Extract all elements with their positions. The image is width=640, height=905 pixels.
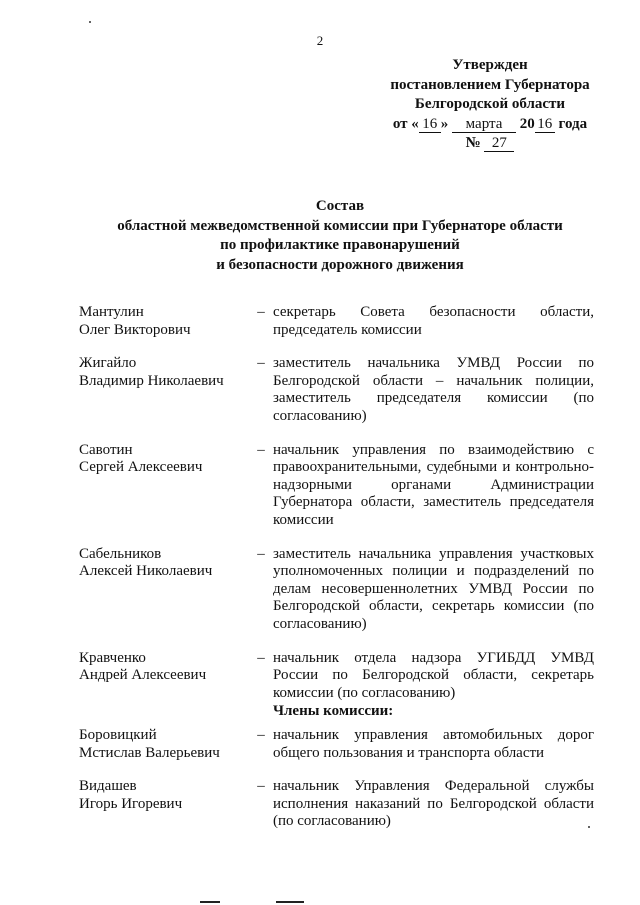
- member-surname: Мантулин: [79, 304, 144, 320]
- member-role: заместитель начальника управления участковых уполномоченных полиции и подразделений по делам несовершеннолетних УМВД России по Белгородской области, секретарь комиссии (по согласованию): [273, 545, 594, 632]
- date-year-prefix: 20: [519, 115, 535, 132]
- scan-speck: [588, 826, 590, 828]
- member-surname: Жигайло: [79, 355, 137, 372]
- member-name: [79, 355, 249, 425]
- scan-artifact-line: [276, 901, 304, 903]
- list-item: [79, 727, 594, 762]
- date-prefix: от «: [392, 115, 419, 132]
- page-number: 2: [316, 33, 324, 48]
- member-role: заместитель начальника УМВД России по Белгородской области – начальник полиции, заместитель председателя комиссии (по согласованию): [273, 355, 594, 424]
- member-name: [79, 304, 249, 339]
- number-value: 27: [484, 136, 514, 152]
- list-item: [79, 650, 594, 703]
- approval-line-3: Белгородской области: [414, 96, 566, 112]
- member-surname: Боровицкий: [79, 727, 157, 743]
- member-given-name: Мстислав Валерьевич: [79, 744, 220, 761]
- member-name: [79, 546, 249, 634]
- dash: –: [257, 545, 265, 562]
- member-surname: Сабельников: [79, 545, 162, 562]
- list-item: [79, 546, 594, 634]
- approval-line-1: Утвержден: [452, 57, 528, 73]
- list-item: [79, 778, 594, 831]
- number-prefix: №: [465, 135, 481, 151]
- title-line-3: по профилактике правонарушений: [220, 237, 460, 253]
- dash: –: [257, 727, 265, 743]
- approval-stamp: [360, 56, 620, 154]
- dash: –: [257, 649, 265, 666]
- member-surname: Видашев: [79, 778, 137, 795]
- member-given-name: Сергей Алексеевич: [79, 459, 203, 476]
- approval-date: [360, 115, 620, 135]
- list-item: [79, 442, 594, 530]
- dash: –: [257, 441, 265, 458]
- date-year: 16: [535, 117, 555, 133]
- member-surname: Кравченко: [79, 649, 146, 666]
- document-title: [80, 197, 600, 275]
- leadership-list: [79, 304, 594, 718]
- list-item: [79, 355, 594, 425]
- dash: –: [257, 778, 265, 795]
- members-section-title: Члены комиссии:: [273, 703, 394, 719]
- member-role: начальник Управления Федеральной службы исполнения наказаний по Белгородской области (по согласованию): [273, 778, 594, 830]
- member-given-name: Алексей Николаевич: [79, 563, 213, 580]
- member-surname: Савотин: [79, 441, 133, 458]
- date-month: марта: [452, 117, 516, 133]
- title-line-2: областной межведомственной комиссии при Губернаторе области: [117, 217, 563, 234]
- member-given-name: Владимир Николаевич: [79, 372, 224, 389]
- member-name: [79, 442, 249, 530]
- members-list: [79, 727, 594, 847]
- list-item: [79, 304, 594, 339]
- member-role: начальник управления по взаимодействию с правоохранительными, судебными и контрольно-надзорными органами Администрации Губернатора области, заместитель председателя комиссии: [273, 441, 594, 528]
- date-day-close: »: [440, 115, 449, 132]
- member-role: секретарь Совета безопасности области, председатель комиссии: [273, 304, 594, 338]
- member-given-name: Игорь Игоревич: [79, 795, 183, 812]
- dash: –: [257, 304, 265, 320]
- date-day: 16: [419, 117, 441, 133]
- scan-speck: [89, 21, 91, 23]
- member-name: [79, 727, 249, 762]
- member-role: начальник отдела надзора УГИБДД УМВД России по Белгородской области, секретарь комиссии (по согласованию): [273, 649, 594, 701]
- scan-artifact-line: [200, 901, 220, 903]
- member-given-name: Андрей Алексеевич: [79, 667, 207, 684]
- date-year-word: года: [558, 115, 588, 132]
- approval-line-2: постановлением Губернатора: [390, 76, 590, 93]
- title-line-4: и безопасности дорожного движения: [216, 256, 464, 273]
- member-name: [79, 650, 249, 703]
- dash: –: [257, 355, 265, 372]
- approval-number: [360, 134, 620, 154]
- member-given-name: Олег Викторович: [79, 321, 191, 338]
- title-line-1: Состав: [315, 198, 365, 214]
- member-role: начальник управления автомобильных дорог общего пользования и транспорта области: [273, 727, 594, 761]
- member-name: [79, 778, 249, 831]
